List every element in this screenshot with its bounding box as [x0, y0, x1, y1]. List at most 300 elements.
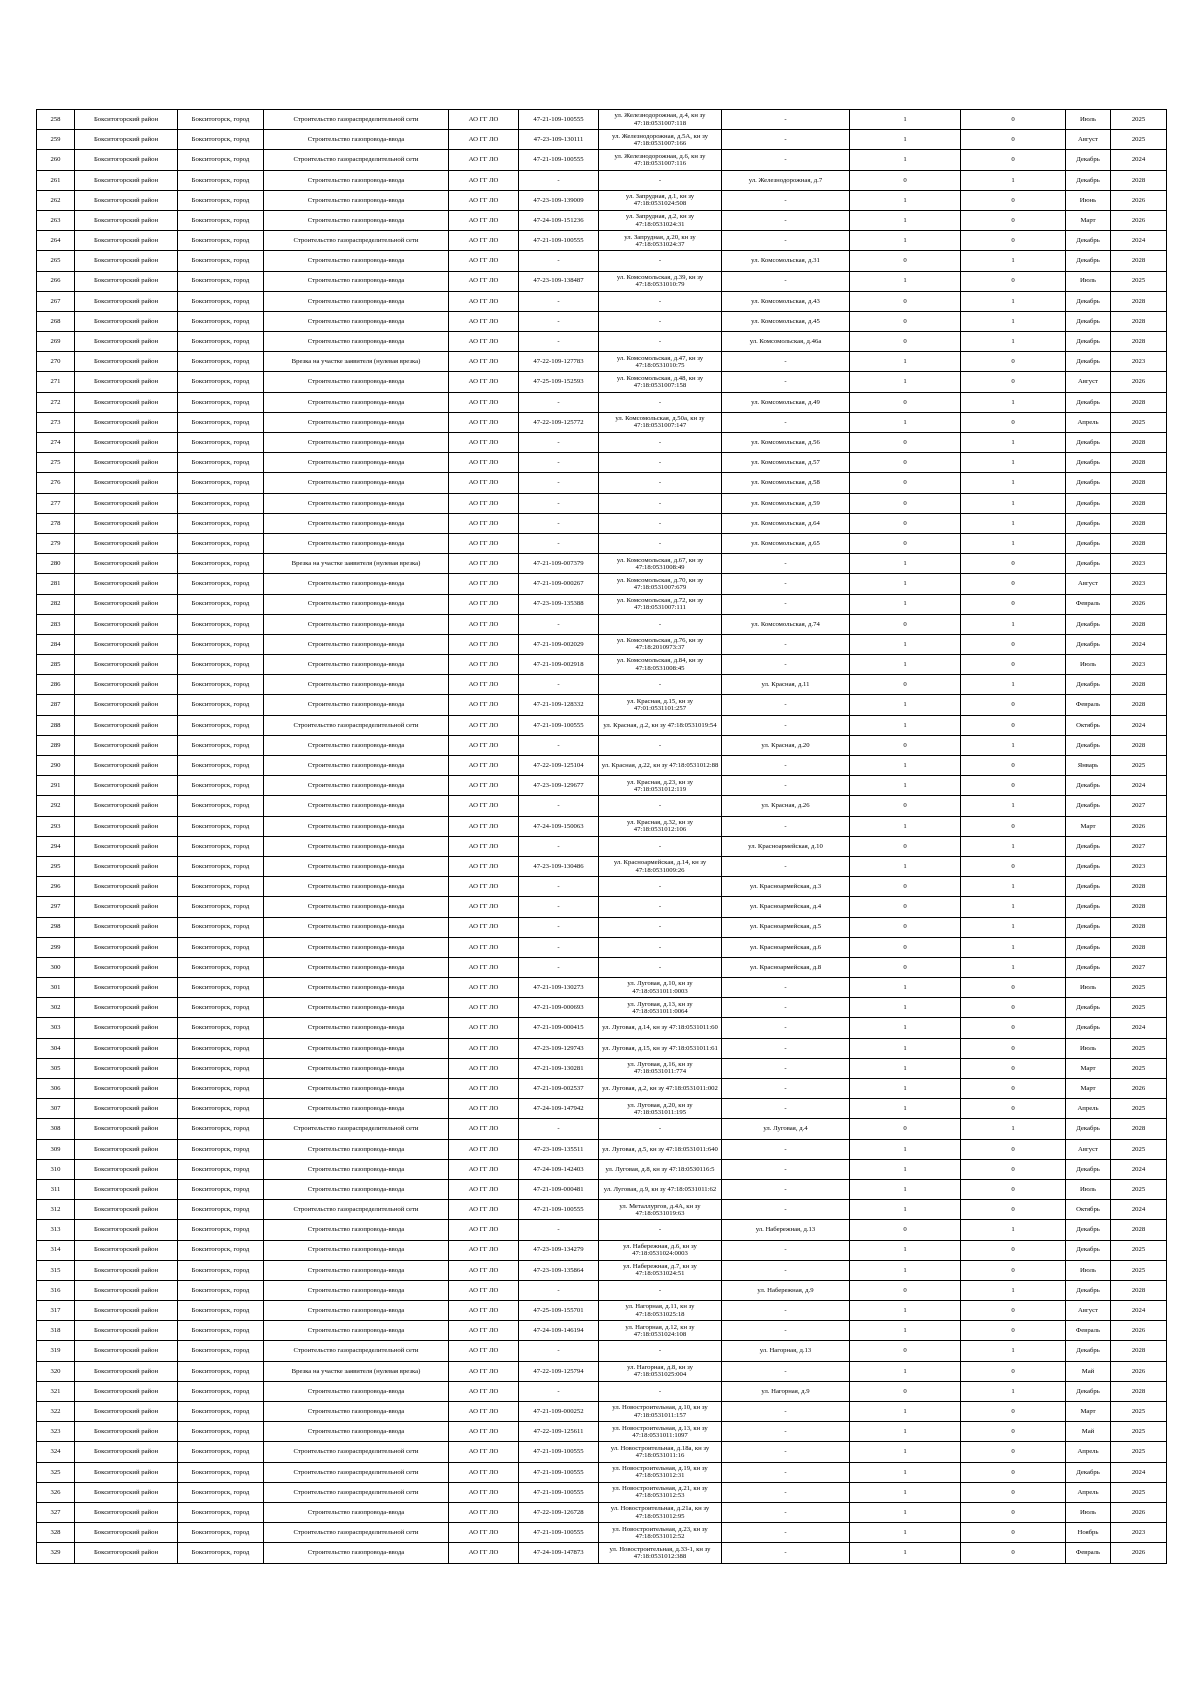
cell-row-number: 294: [37, 836, 75, 856]
table-row: [37, 776, 1167, 796]
cell-address: ул. Красноармейская, д.3: [722, 877, 850, 897]
cell-row-number: 324: [37, 1442, 75, 1462]
cell-settlement: Бокситогорск, город: [178, 816, 264, 836]
cell-district: Бокситогорский район: [75, 1462, 178, 1482]
cell-district: Бокситогорский район: [75, 937, 178, 957]
cell-month: Октябрь: [1066, 1200, 1111, 1220]
cell-address-cadastral: ул. Запрудная, д.1, кн зу 47:18:0531024:508: [599, 190, 722, 210]
cell-settlement: Бокситогорск, город: [178, 332, 264, 352]
cell-count-with-tu: 1: [850, 1301, 961, 1321]
cell-row-number: 328: [37, 1523, 75, 1543]
cell-count-without-tu: 0: [961, 1502, 1066, 1522]
cell-work-type: Строительство газопровода-ввода: [264, 1260, 449, 1280]
cell-organization: АО ГГ ЛО: [449, 1321, 519, 1341]
table-row: [37, 231, 1167, 251]
cell-row-number: 290: [37, 756, 75, 776]
cell-application-number: 47-23-109-130486: [519, 856, 599, 876]
cell-row-number: 307: [37, 1099, 75, 1119]
cell-year: 2025: [1111, 1139, 1167, 1159]
cell-address: -: [722, 655, 850, 675]
cell-settlement: Бокситогорск, город: [178, 1543, 264, 1563]
cell-month: Июнь: [1066, 190, 1111, 210]
cell-work-type: Строительство газопровода-ввода: [264, 332, 449, 352]
cell-year: 2025: [1111, 1058, 1167, 1078]
cell-settlement: Бокситогорск, город: [178, 1402, 264, 1422]
cell-count-with-tu: 0: [850, 1280, 961, 1300]
cell-year: 2026: [1111, 190, 1167, 210]
cell-year: 2025: [1111, 110, 1167, 130]
cell-address: -: [722, 634, 850, 654]
cell-work-type: Строительство газопровода-ввода: [264, 1402, 449, 1422]
cell-address-cadastral: ул. Луговая, д.15, кн зу 47:18:0531011:61: [599, 1038, 722, 1058]
cell-year: 2026: [1111, 816, 1167, 836]
cell-settlement: Бокситогорск, город: [178, 574, 264, 594]
cell-count-without-tu: 0: [961, 655, 1066, 675]
cell-organization: АО ГГ ЛО: [449, 513, 519, 533]
cell-row-number: 309: [37, 1139, 75, 1159]
cell-month: Август: [1066, 574, 1111, 594]
cell-district: Бокситогорский район: [75, 655, 178, 675]
cell-application-number: 47-22-109-125611: [519, 1422, 599, 1442]
cell-organization: АО ГГ ЛО: [449, 1018, 519, 1038]
cell-count-with-tu: 0: [850, 796, 961, 816]
cell-address: -: [722, 130, 850, 150]
cell-count-without-tu: 1: [961, 614, 1066, 634]
cell-address-cadastral: ул. Красная, д.22, кн зу 47:18:0531012:88: [599, 756, 722, 776]
cell-row-number: 300: [37, 957, 75, 977]
cell-year: 2028: [1111, 1341, 1167, 1361]
cell-address-cadastral: ул. Луговая, д.9, кн зу 47:18:0531011:62: [599, 1179, 722, 1199]
cell-year: 2028: [1111, 1280, 1167, 1300]
cell-row-number: 302: [37, 998, 75, 1018]
cell-count-with-tu: 1: [850, 978, 961, 998]
cell-row-number: 317: [37, 1301, 75, 1321]
cell-count-without-tu: 0: [961, 1442, 1066, 1462]
cell-address-cadastral: -: [599, 796, 722, 816]
cell-address: -: [722, 554, 850, 574]
cell-count-with-tu: 1: [850, 130, 961, 150]
cell-settlement: Бокситогорск, город: [178, 1159, 264, 1179]
cell-month: Декабрь: [1066, 675, 1111, 695]
cell-application-number: -: [519, 1280, 599, 1300]
cell-application-number: 47-21-109-100555: [519, 231, 599, 251]
table-row: [37, 311, 1167, 331]
table-row: [37, 1240, 1167, 1260]
table-row: [37, 190, 1167, 210]
cell-month: Декабрь: [1066, 554, 1111, 574]
cell-year: 2028: [1111, 392, 1167, 412]
cell-address: ул. Комсомольская, д.31: [722, 251, 850, 271]
cell-district: Бокситогорский район: [75, 978, 178, 998]
table-row: [37, 836, 1167, 856]
cell-work-type: Строительство газопровода-ввода: [264, 695, 449, 715]
cell-count-without-tu: 1: [961, 291, 1066, 311]
cell-work-type: Строительство газопровода-ввода: [264, 1038, 449, 1058]
cell-address-cadastral: ул. Комсомольская, д.72, кн зу 47:18:0531007:111: [599, 594, 722, 614]
cell-application-number: -: [519, 1220, 599, 1240]
cell-district: Бокситогорский район: [75, 675, 178, 695]
cell-row-number: 259: [37, 130, 75, 150]
cell-district: Бокситогорский район: [75, 190, 178, 210]
table-row: [37, 1280, 1167, 1300]
cell-row-number: 278: [37, 513, 75, 533]
cell-row-number: 276: [37, 473, 75, 493]
cell-organization: АО ГГ ЛО: [449, 473, 519, 493]
cell-settlement: Бокситогорск, город: [178, 190, 264, 210]
cell-address-cadastral: -: [599, 614, 722, 634]
cell-address: -: [722, 816, 850, 836]
table-row: [37, 1502, 1167, 1522]
cell-settlement: Бокситогорск, город: [178, 1240, 264, 1260]
cell-month: Декабрь: [1066, 937, 1111, 957]
cell-work-type: Строительство газопровода-ввода: [264, 675, 449, 695]
cell-count-without-tu: 1: [961, 1119, 1066, 1139]
cell-address: ул. Комсомольская, д.49: [722, 392, 850, 412]
cell-address: -: [722, 715, 850, 735]
cell-address: -: [722, 1058, 850, 1078]
cell-work-type: Строительство газопровода-ввода: [264, 1381, 449, 1401]
cell-count-with-tu: 1: [850, 150, 961, 170]
cell-row-number: 311: [37, 1179, 75, 1199]
cell-address: ул. Комсомольская, д.65: [722, 533, 850, 553]
cell-address: -: [722, 756, 850, 776]
table-row: [37, 1422, 1167, 1442]
cell-count-without-tu: 1: [961, 332, 1066, 352]
cell-month: Декабрь: [1066, 1220, 1111, 1240]
cell-address-cadastral: ул. Новостроительная, д.33-1, кн зу 47:18:0531012:388: [599, 1543, 722, 1563]
cell-month: Октябрь: [1066, 715, 1111, 735]
cell-application-number: -: [519, 433, 599, 453]
cell-row-number: 273: [37, 412, 75, 432]
cell-work-type: Строительство газопровода-ввода: [264, 957, 449, 977]
cell-work-type: Строительство газопровода-ввода: [264, 877, 449, 897]
cell-settlement: Бокситогорск, город: [178, 917, 264, 937]
cell-address-cadastral: -: [599, 493, 722, 513]
cell-count-without-tu: 0: [961, 978, 1066, 998]
cell-month: Декабрь: [1066, 836, 1111, 856]
cell-year: 2026: [1111, 372, 1167, 392]
cell-count-with-tu: 1: [850, 1079, 961, 1099]
cell-month: Март: [1066, 1058, 1111, 1078]
cell-year: 2025: [1111, 1099, 1167, 1119]
cell-district: Бокситогорский район: [75, 1119, 178, 1139]
cell-application-number: -: [519, 332, 599, 352]
cell-settlement: Бокситогорск, город: [178, 634, 264, 654]
table-row: [37, 1402, 1167, 1422]
cell-district: Бокситогорский район: [75, 291, 178, 311]
cell-application-number: 47-21-109-007379: [519, 554, 599, 574]
cell-address-cadastral: ул. Набережная, д.7, кн зу 47:18:0531024:51: [599, 1260, 722, 1280]
cell-application-number: -: [519, 877, 599, 897]
cell-settlement: Бокситогорск, город: [178, 1038, 264, 1058]
cell-month: Июль: [1066, 271, 1111, 291]
cell-month: Апрель: [1066, 1482, 1111, 1502]
cell-year: 2028: [1111, 311, 1167, 331]
cell-settlement: Бокситогорск, город: [178, 1079, 264, 1099]
cell-row-number: 288: [37, 715, 75, 735]
cell-address: ул. Комсомольская, д.59: [722, 493, 850, 513]
cell-work-type: Строительство газопровода-ввода: [264, 1240, 449, 1260]
cell-address-cadastral: ул. Новостроительная, д.10, кн зу 47:18:0531011:157: [599, 1402, 722, 1422]
table-row: [37, 715, 1167, 735]
cell-month: Декабрь: [1066, 1280, 1111, 1300]
cell-application-number: 47-23-109-138487: [519, 271, 599, 291]
cell-work-type: Строительство газопровода-ввода: [264, 1159, 449, 1179]
cell-address: -: [722, 1523, 850, 1543]
cell-district: Бокситогорский район: [75, 231, 178, 251]
cell-settlement: Бокситогорск, город: [178, 1119, 264, 1139]
cell-organization: АО ГГ ЛО: [449, 251, 519, 271]
cell-application-number: 47-21-109-130281: [519, 1058, 599, 1078]
cell-address-cadastral: ул. Комсомольская, д.67, кн зу 47:18:0531008:49: [599, 554, 722, 574]
cell-address-cadastral: ул. Луговая, д.5, кн зу 47:18:0531011:640: [599, 1139, 722, 1159]
cell-settlement: Бокситогорск, город: [178, 998, 264, 1018]
cell-month: Июль: [1066, 655, 1111, 675]
cell-organization: АО ГГ ЛО: [449, 816, 519, 836]
cell-organization: АО ГГ ЛО: [449, 836, 519, 856]
cell-district: Бокситогорский район: [75, 150, 178, 170]
cell-application-number: 47-21-109-100555: [519, 1482, 599, 1502]
cell-district: Бокситогорский район: [75, 1523, 178, 1543]
cell-address-cadastral: ул. Нагорная, д.11, кн зу 47:18:0531025:18: [599, 1301, 722, 1321]
cell-year: 2025: [1111, 1482, 1167, 1502]
cell-count-with-tu: 0: [850, 453, 961, 473]
table-row: [37, 473, 1167, 493]
cell-count-with-tu: 1: [850, 1018, 961, 1038]
cell-address-cadastral: ул. Новостроительная, д.19, кн зу 47:18:0531012:31: [599, 1462, 722, 1482]
cell-district: Бокситогорский район: [75, 594, 178, 614]
cell-organization: АО ГГ ЛО: [449, 533, 519, 553]
cell-count-without-tu: 0: [961, 756, 1066, 776]
cell-count-with-tu: 1: [850, 1058, 961, 1078]
cell-application-number: 47-22-109-126728: [519, 1502, 599, 1522]
cell-settlement: Бокситогорск, город: [178, 1523, 264, 1543]
cell-organization: АО ГГ ЛО: [449, 1381, 519, 1401]
cell-settlement: Бокситогорск, город: [178, 1200, 264, 1220]
cell-work-type: Строительство газопровода-ввода: [264, 1422, 449, 1442]
cell-address: -: [722, 1361, 850, 1381]
cell-count-without-tu: 1: [961, 513, 1066, 533]
table-row: [37, 533, 1167, 553]
cell-row-number: 277: [37, 493, 75, 513]
cell-year: 2026: [1111, 1543, 1167, 1563]
cell-month: Декабрь: [1066, 735, 1111, 755]
cell-work-type: Строительство газораспределительной сети: [264, 1442, 449, 1462]
cell-month: Март: [1066, 1079, 1111, 1099]
cell-count-with-tu: 0: [850, 291, 961, 311]
cell-row-number: 322: [37, 1402, 75, 1422]
table-row: [37, 957, 1167, 977]
cell-count-without-tu: 1: [961, 1341, 1066, 1361]
cell-application-number: 47-21-109-000693: [519, 998, 599, 1018]
cell-settlement: Бокситогорск, город: [178, 735, 264, 755]
cell-address: ул. Комсомольская, д.45: [722, 311, 850, 331]
cell-count-without-tu: 0: [961, 1179, 1066, 1199]
cell-organization: АО ГГ ЛО: [449, 998, 519, 1018]
cell-district: Бокситогорский район: [75, 1220, 178, 1240]
cell-year: 2028: [1111, 533, 1167, 553]
cell-count-without-tu: 0: [961, 776, 1066, 796]
cell-row-number: 327: [37, 1502, 75, 1522]
table-row: [37, 1038, 1167, 1058]
cell-settlement: Бокситогорск, город: [178, 1301, 264, 1321]
cell-row-number: 264: [37, 231, 75, 251]
cell-district: Бокситогорский район: [75, 695, 178, 715]
cell-address-cadastral: -: [599, 170, 722, 190]
cell-address-cadastral: ул. Луговая, д.20, кн зу 47:18:0531011:195: [599, 1099, 722, 1119]
table-row: [37, 1018, 1167, 1038]
cell-organization: АО ГГ ЛО: [449, 372, 519, 392]
cell-organization: АО ГГ ЛО: [449, 1502, 519, 1522]
cell-organization: АО ГГ ЛО: [449, 1462, 519, 1482]
cell-month: Декабрь: [1066, 251, 1111, 271]
cell-work-type: Строительство газопровода-ввода: [264, 392, 449, 412]
cell-address: -: [722, 1018, 850, 1038]
cell-district: Бокситогорский район: [75, 453, 178, 473]
cell-count-without-tu: 0: [961, 1139, 1066, 1159]
cell-organization: АО ГГ ЛО: [449, 210, 519, 230]
cell-organization: АО ГГ ЛО: [449, 1442, 519, 1462]
cell-count-with-tu: 1: [850, 1543, 961, 1563]
cell-row-number: 285: [37, 655, 75, 675]
cell-district: Бокситогорский район: [75, 513, 178, 533]
table-row: [37, 1159, 1167, 1179]
cell-row-number: 279: [37, 533, 75, 553]
cell-address-cadastral: -: [599, 251, 722, 271]
cell-work-type: Строительство газопровода-ввода: [264, 856, 449, 876]
cell-address-cadastral: -: [599, 1220, 722, 1240]
cell-address-cadastral: -: [599, 291, 722, 311]
cell-organization: АО ГГ ЛО: [449, 1482, 519, 1502]
cell-year: 2023: [1111, 655, 1167, 675]
cell-address: -: [722, 1321, 850, 1341]
cell-row-number: 298: [37, 917, 75, 937]
cell-address-cadastral: ул. Красная, д.15, кн зу 47:01:0531101:257: [599, 695, 722, 715]
cell-settlement: Бокситогорск, город: [178, 392, 264, 412]
cell-organization: АО ГГ ЛО: [449, 655, 519, 675]
cell-application-number: 47-21-109-002029: [519, 634, 599, 654]
cell-district: Бокситогорский район: [75, 1381, 178, 1401]
cell-year: 2027: [1111, 957, 1167, 977]
cell-organization: АО ГГ ЛО: [449, 1361, 519, 1381]
cell-work-type: Строительство газопровода-ввода: [264, 1079, 449, 1099]
cell-organization: АО ГГ ЛО: [449, 493, 519, 513]
cell-count-without-tu: 0: [961, 1482, 1066, 1502]
cell-organization: АО ГГ ЛО: [449, 1240, 519, 1260]
cell-count-without-tu: 1: [961, 836, 1066, 856]
cell-address-cadastral: ул. Новостроительная, д.21а, кн зу 47:18:0531012:95: [599, 1502, 722, 1522]
cell-year: 2028: [1111, 675, 1167, 695]
cell-organization: АО ГГ ЛО: [449, 614, 519, 634]
cell-address: -: [722, 271, 850, 291]
cell-application-number: 47-23-109-135864: [519, 1260, 599, 1280]
cell-settlement: Бокситогорск, город: [178, 291, 264, 311]
table-row: [37, 1523, 1167, 1543]
cell-district: Бокситогорский район: [75, 311, 178, 331]
cell-district: Бокситогорский район: [75, 352, 178, 372]
cell-row-number: 260: [37, 150, 75, 170]
cell-month: Декабрь: [1066, 877, 1111, 897]
cell-address-cadastral: ул. Красная, д.32, кн зу 47:18:0531012:106: [599, 816, 722, 836]
table-row: [37, 170, 1167, 190]
cell-settlement: Бокситогорск, город: [178, 1018, 264, 1038]
cell-application-number: 47-21-109-100555: [519, 1200, 599, 1220]
cell-address-cadastral: ул. Комсомольская, д.39, кн зу 47:18:0531010:79: [599, 271, 722, 291]
cell-district: Бокситогорский район: [75, 998, 178, 1018]
cell-month: Июль: [1066, 1179, 1111, 1199]
cell-settlement: Бокситогорск, город: [178, 231, 264, 251]
table-row: [37, 150, 1167, 170]
cell-row-number: 267: [37, 291, 75, 311]
cell-count-with-tu: 1: [850, 231, 961, 251]
cell-count-without-tu: 1: [961, 735, 1066, 755]
cell-work-type: Строительство газопровода-ввода: [264, 937, 449, 957]
cell-district: Бокситогорский район: [75, 1018, 178, 1038]
cell-application-number: 47-21-109-100555: [519, 1442, 599, 1462]
cell-application-number: 47-21-109-000481: [519, 1179, 599, 1199]
cell-work-type: Строительство газопровода-ввода: [264, 210, 449, 230]
cell-month: Декабрь: [1066, 957, 1111, 977]
cell-work-type: Строительство газопровода-ввода: [264, 1502, 449, 1522]
cell-district: Бокситогорский район: [75, 372, 178, 392]
cell-month: Февраль: [1066, 1543, 1111, 1563]
cell-month: Декабрь: [1066, 352, 1111, 372]
cell-row-number: 310: [37, 1159, 75, 1179]
cell-organization: АО ГГ ЛО: [449, 1139, 519, 1159]
cell-count-without-tu: 0: [961, 150, 1066, 170]
cell-application-number: 47-21-109-130273: [519, 978, 599, 998]
cell-organization: АО ГГ ЛО: [449, 937, 519, 957]
cell-district: Бокситогорский район: [75, 574, 178, 594]
cell-row-number: 283: [37, 614, 75, 634]
cell-application-number: 47-21-109-100555: [519, 1462, 599, 1482]
cell-count-with-tu: 1: [850, 1523, 961, 1543]
cell-settlement: Бокситогорск, город: [178, 433, 264, 453]
cell-application-number: 47-21-109-000252: [519, 1402, 599, 1422]
cell-settlement: Бокситогорск, город: [178, 513, 264, 533]
cell-application-number: 47-24-109-147942: [519, 1099, 599, 1119]
cell-address-cadastral: -: [599, 917, 722, 937]
cell-count-with-tu: 1: [850, 695, 961, 715]
cell-district: Бокситогорский район: [75, 1482, 178, 1502]
cell-district: Бокситогорский район: [75, 110, 178, 130]
cell-address: ул. Красная, д.26: [722, 796, 850, 816]
cell-work-type: Строительство газораспределительной сети: [264, 110, 449, 130]
cell-application-number: 47-23-109-129677: [519, 776, 599, 796]
cell-address-cadastral: ул. Красная, д.2, кн зу 47:18:0531019:54: [599, 715, 722, 735]
cell-month: Декабрь: [1066, 473, 1111, 493]
cell-application-number: -: [519, 917, 599, 937]
table-row: [37, 695, 1167, 715]
cell-work-type: Строительство газопровода-ввода: [264, 1018, 449, 1038]
cell-settlement: Бокситогорск, город: [178, 533, 264, 553]
cell-row-number: 295: [37, 856, 75, 876]
cell-organization: АО ГГ ЛО: [449, 1079, 519, 1099]
cell-year: 2028: [1111, 332, 1167, 352]
cell-district: Бокситогорский район: [75, 1240, 178, 1260]
cell-row-number: 319: [37, 1341, 75, 1361]
cell-count-with-tu: 0: [850, 332, 961, 352]
cell-work-type: Строительство газопровода-ввода: [264, 1139, 449, 1159]
cell-count-with-tu: 0: [850, 251, 961, 271]
cell-district: Бокситогорский район: [75, 1361, 178, 1381]
cell-year: 2025: [1111, 412, 1167, 432]
cell-application-number: 47-21-109-100555: [519, 715, 599, 735]
cell-district: Бокситогорский район: [75, 796, 178, 816]
cell-count-without-tu: 0: [961, 715, 1066, 735]
cell-year: 2028: [1111, 473, 1167, 493]
cell-settlement: Бокситогорск, город: [178, 1482, 264, 1502]
